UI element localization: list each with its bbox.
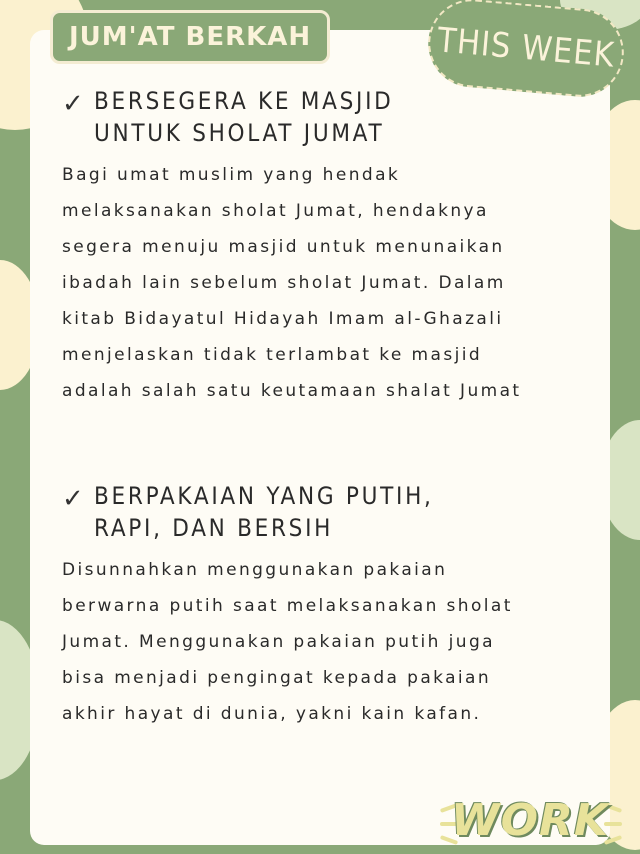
body-line: melaksanakan sholat Jumat, hendaknya — [62, 201, 489, 221]
title-tag: JUM'AT BERKAH — [50, 10, 330, 64]
heading-line: UNTUK SHOLAT JUMAT — [94, 119, 385, 147]
heading-line: BERSEGERA KE MASJID — [94, 87, 394, 115]
section-heading — [62, 480, 592, 544]
body-line: ibadah lain sebelum sholat Jumat. Dalam — [62, 273, 506, 293]
body-line: kitab Bidayatul Hidayah Imam al-Ghazali — [62, 309, 504, 329]
section-pakaian — [62, 480, 592, 732]
body-line: Disunnahkan menggunakan pakaian — [62, 560, 448, 580]
heading-line: RAPI, DAN BERSIH — [94, 514, 334, 542]
check-icon: ✓ — [62, 89, 84, 119]
check-icon: ✓ — [62, 484, 84, 514]
body-line: bisa menjadi pengingat kepada pakaian — [62, 668, 492, 688]
body-line: adalah salah satu keutamaan shalat Jumat — [62, 381, 522, 401]
section-body — [62, 552, 592, 732]
section-body — [62, 157, 592, 409]
this-week-badge: THIS WEEK — [425, 0, 628, 100]
body-line: Bagi umat muslim yang hendak — [62, 165, 401, 185]
heading-line: BERPAKAIAN YANG PUTIH, — [94, 482, 434, 510]
section-heading — [62, 85, 592, 149]
section-masjid — [62, 85, 592, 409]
work-badge: WORK — [451, 795, 609, 846]
body-line: segera menuju masjid untuk menunaikan — [62, 237, 505, 257]
body-line: berwarna putih saat melaksanakan sholat — [62, 596, 513, 616]
body-line: Jumat. Menggunakan pakaian putih juga — [62, 632, 495, 652]
body-line: akhir hayat di dunia, yakni kain kafan. — [62, 704, 482, 724]
body-line: menjelaskan tidak terlambat ke masjid — [62, 345, 483, 365]
